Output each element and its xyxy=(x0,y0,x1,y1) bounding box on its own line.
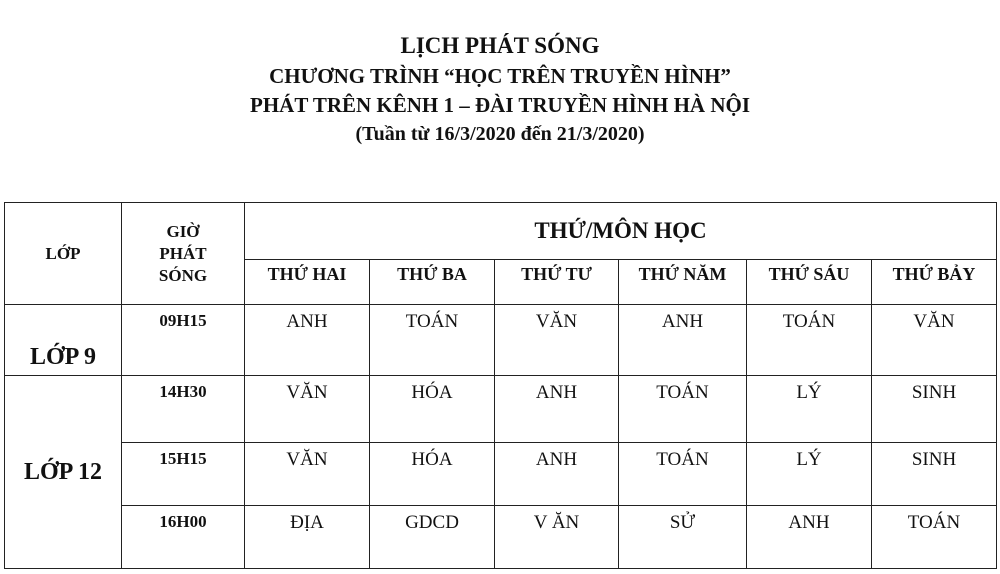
subject-cell: HÓA xyxy=(370,376,495,443)
subject-cell: VĂN xyxy=(245,376,370,443)
day-header: THỨ BẢY xyxy=(872,260,997,305)
subject-cell: TOÁN xyxy=(872,506,997,569)
column-header-class: LỚP xyxy=(5,203,122,305)
subject-cell: ANH xyxy=(495,376,619,443)
time-cell: 16H00 xyxy=(122,506,245,569)
subject-cell: SINH xyxy=(872,443,997,506)
subject-cell: VĂN xyxy=(245,443,370,506)
subject-cell: TOÁN xyxy=(619,376,747,443)
subject-cell: LÝ xyxy=(747,376,872,443)
document-header xyxy=(0,30,1000,149)
day-header: THỨ SÁU xyxy=(747,260,872,305)
subject-cell: HÓA xyxy=(370,443,495,506)
day-header: THỨ TƯ xyxy=(495,260,619,305)
subject-cell: GDCD xyxy=(370,506,495,569)
column-header-time xyxy=(122,203,245,305)
subject-cell: TOÁN xyxy=(747,305,872,376)
class-name-cell: LỚP 12 xyxy=(5,376,122,569)
subject-cell: ANH xyxy=(619,305,747,376)
table-row xyxy=(5,506,997,569)
column-header-time-label: GIỜ PHÁT SÓNG xyxy=(158,221,208,285)
header-row-top xyxy=(5,203,997,260)
subject-cell: TOÁN xyxy=(619,443,747,506)
table-row xyxy=(5,443,997,506)
channel-name: PHÁT TRÊN KÊNH 1 – ĐÀI TRUYỀN HÌNH HÀ NỘI xyxy=(250,93,750,117)
subject-cell: SINH xyxy=(872,376,997,443)
subject-cell: SỬ xyxy=(619,506,747,569)
time-cell: 15H15 xyxy=(122,443,245,506)
program-name: CHƯƠNG TRÌNH “HỌC TRÊN TRUYỀN HÌNH” xyxy=(269,64,731,88)
time-cell: 09H15 xyxy=(122,305,245,376)
subject-cell: ĐỊA xyxy=(245,506,370,569)
day-header: THỨ BA xyxy=(370,260,495,305)
subject-cell: ANH xyxy=(245,305,370,376)
subject-cell: ANH xyxy=(747,506,872,569)
broadcast-schedule-table xyxy=(4,202,997,569)
subject-cell: V ĂN xyxy=(495,506,619,569)
subject-cell: VĂN xyxy=(495,305,619,376)
subject-cell: TOÁN xyxy=(370,305,495,376)
table-row xyxy=(5,305,997,376)
class-name-cell: LỚP 9 xyxy=(5,305,122,376)
column-header-subject: THỨ/MÔN HỌC xyxy=(245,203,997,260)
document-title: LỊCH PHÁT SÓNG xyxy=(400,33,600,58)
time-cell: 14H30 xyxy=(122,376,245,443)
table-row xyxy=(5,376,997,443)
subject-cell: VĂN xyxy=(872,305,997,376)
day-header: THỨ HAI xyxy=(245,260,370,305)
day-header: THỨ NĂM xyxy=(619,260,747,305)
subject-cell: LÝ xyxy=(747,443,872,506)
subject-cell: ANH xyxy=(495,443,619,506)
week-range: (Tuần từ 16/3/2020 đến 21/3/2020) xyxy=(355,123,645,145)
